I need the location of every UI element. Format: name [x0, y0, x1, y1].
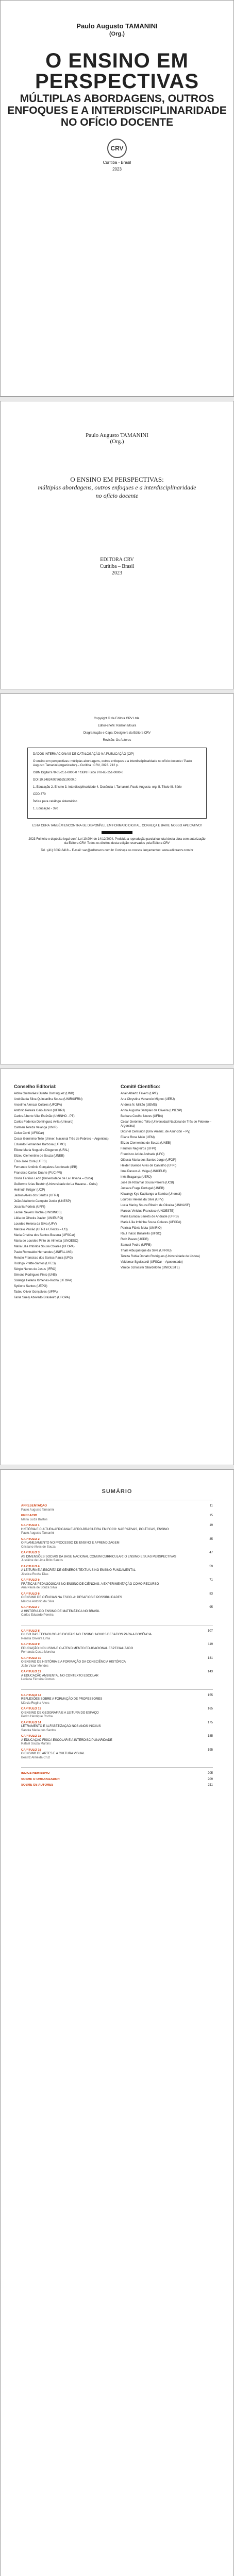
summary-item-page: 185	[207, 1735, 213, 1738]
catalog-page	[0, 693, 234, 1064]
summary-item-title: AS DIMENSÕES SOCIAIS DA BASE NACIONAL COMUM CURRICULAR: O ENSINO E SUAS PERSPECTIVAS	[21, 1555, 176, 1558]
summary-item[interactable]	[21, 1579, 213, 1590]
half-title-sub: múltiplas abordagens, outros enfoques e a interdisciplinaridade no ofício docente	[38, 484, 196, 499]
council-member: Francisco Ari de Andrade (UFC)	[121, 1153, 165, 1156]
summary-item-title: A HISTÓRIA DO ENSINO DE MATEMÁTICA NO BRASIL	[21, 1609, 100, 1613]
app-store-badges-icon	[102, 831, 132, 834]
council-member: Élsio José Corá (UFFS)	[14, 1160, 47, 1163]
summary-item-label: CAPÍTULO 11	[21, 1670, 41, 1673]
council-member: Fernando Antônio Gonçalves Alcoforado (IPB)	[14, 1166, 77, 1169]
summary-item[interactable]	[21, 1670, 213, 1682]
summary-item-label: CAPÍTULO 8	[21, 1629, 40, 1633]
summary-item-label: SOBRE O ORGANIZADOR	[21, 1777, 60, 1781]
summary-item-authors: Rafael Souza Martins	[21, 1742, 51, 1745]
keywords: 1. Educação 2. Ensino 3. Interdisciplinaridade 4. Docência I. Tamanini, Paulo Augusto. org. II. Título III. Série	[33, 786, 182, 789]
summary-title: SUMÁRIO	[102, 1488, 132, 1495]
index-item: 1. Educação - 370	[33, 807, 58, 810]
council-member: Paulo Romualdo Hernandes (UNIFAL-MG)	[14, 1251, 73, 1254]
council-member: Raul Inácio Busarello (UFSC)	[121, 1232, 161, 1235]
publisher-logo-icon: CRV	[107, 139, 127, 158]
half-publisher: EDITORA CRV	[100, 557, 134, 563]
revision: Revisão: Os Autores	[103, 739, 131, 742]
summary-item-title: EDUCAÇÃO INCLUSIVA E O ATENDIMENTO EDUCACIONAL ESPECIALIZADO	[21, 1647, 133, 1650]
half-title	[37, 476, 197, 500]
council-member: Lourdes Helena da Silva (UFV)	[121, 1198, 164, 1201]
summary-item[interactable]	[21, 1784, 213, 1788]
council-member: Gloria Fariñas León (Universidade de La Havana – Cuba)	[14, 1177, 93, 1180]
rights: 2023 Foi feito o depósito legal conf. Lei 10.994 de 14/12/2004. Proibida a reprodução parcial ou total desta obra sem autorização da Editora CRV. Todos os direitos desta edição reservados pela Editora CRV	[28, 838, 206, 845]
council-member: Inês Bragança (UERJ)	[121, 1176, 152, 1179]
summary-item-authors: Beatriz Almeida Cruz	[21, 1756, 51, 1759]
council-member: Francisco Carlos Duarte (PUC-PR)	[14, 1172, 62, 1175]
council-member: Anna Augusta Sampaio de Oliveira (UNESP)	[121, 1109, 182, 1112]
half-title-main: O ENSINO EM PERSPECTIVAS:	[70, 476, 164, 483]
cover-publisher: Curitiba - Brasil	[103, 160, 131, 165]
cover-year: 2023	[112, 167, 122, 172]
summary-item[interactable]	[21, 1643, 213, 1655]
summary-item-page: 175	[207, 1721, 213, 1724]
summary-item-page: 11	[209, 1504, 213, 1507]
council-member: Elizeu Clementino de Souza (UNEB)	[14, 1155, 64, 1158]
summary-item-page: 71	[209, 1579, 213, 1582]
council-member: Elione Maria Nogueira Diogenes (UFAL)	[14, 1149, 70, 1152]
half-org: (Org.)	[110, 438, 124, 445]
council-member: Marcelo Paixão (UFRJ e UTexas – US)	[14, 1228, 68, 1231]
council-member: Barbara Coelho Neves (UFBA)	[121, 1115, 163, 1118]
council-member: Helmuth Krüger (UCP)	[14, 1189, 45, 1192]
council-member: Anselmo Alencar Colares (UFOPA)	[14, 1104, 62, 1107]
cover-org: (Org.)	[109, 31, 125, 37]
summary-item-title: LETRAMENTO E ALFABETIZAÇÃO NOS ANOS INICIAIS	[21, 1725, 101, 1728]
ficha-title: DADOS INTERNACIONAIS DE CATALOGAÇÃO NA PUBLICAÇÃO (CIP)	[33, 753, 135, 756]
council-member: Patrícia Flávia Mota (UNIRIO)	[121, 1227, 162, 1230]
summary-item-authors: João Victor Mendes	[21, 1664, 48, 1668]
summary-item-title: O ENSINO DE GEOGRAFIA E A LEITURA DO ESPAÇO	[21, 1711, 99, 1715]
council-member: Andréia da Silva Quintanilha Sousa (UNIR/UFRN)	[14, 1098, 83, 1101]
council-member: João Adalberto Campato Junior (UNESP)	[14, 1200, 71, 1203]
summary-item-page: 47	[209, 1551, 213, 1554]
summary-item[interactable]	[21, 1707, 213, 1719]
council-member: Maria Cristina dos Santos Bezerra (UFSCar)	[14, 1234, 75, 1237]
council-member: Leonel Severo Rocha (UNISINOS)	[14, 1211, 62, 1214]
summary-item-label: CAPÍTULO 13	[21, 1707, 42, 1710]
council-member: Andréia N. Militão (UEMS)	[121, 1104, 157, 1107]
council-member: Tereza Rubia Donato Rodrigues (Universidade de Lisboa)	[121, 1255, 200, 1258]
summary-item[interactable]	[21, 1778, 213, 1782]
summary-item[interactable]	[21, 1735, 213, 1747]
summary-item-label: ÍNDICE REMISSIVO	[21, 1772, 50, 1775]
council-member: Solange Helena Ximenes-Rocha (UFOPA)	[14, 1279, 72, 1282]
summary-item-authors: Marcos Antonio da Silva	[21, 1600, 55, 1603]
half-publisher-block	[1, 556, 233, 577]
council-member: Carlos Federico Dominguez Avila (Unieuro)	[14, 1121, 74, 1124]
council-member: Diosnel Centurion (Univ Americ. de Asunción – Py)	[121, 1130, 191, 1133]
council-member: Vanice Schossler Sbardelotto (UNIOESTE)	[121, 1266, 180, 1269]
summary-item-title: HISTÓRIA E CULTURA AFRICANA E AFRO-BRASILEIRA EM FOCO: NARRATIVAS, POLÍTICAS, ENSINO	[21, 1528, 169, 1531]
council-member: Marcos Vinicius Francisco (UNOESTE)	[121, 1210, 175, 1213]
summary-item-authors: Sandra Maria dos Santos	[21, 1728, 56, 1732]
council-member: Ilma Passos A. Veiga (UNICEUB)	[121, 1170, 167, 1173]
summary-section	[21, 1689, 213, 1760]
summary-item-page: 119	[208, 1643, 213, 1646]
council-right-list	[121, 1092, 220, 1270]
council-member: José de Ribamar Sousa Pereira (UCB)	[121, 1181, 174, 1184]
council-member: Rodrigo Pratte-Santos (UFES)	[14, 1262, 56, 1265]
summary-groups	[21, 1500, 213, 1788]
summary-item[interactable]	[21, 1630, 213, 1641]
index-title: Índice para catálogo sistemático	[33, 800, 77, 803]
cover-page	[0, 0, 234, 397]
half-author: Paulo Augusto TAMANINI	[86, 432, 148, 438]
summary-item-authors: Ana Paula de Souza Silva	[21, 1586, 57, 1589]
summary-item-label: PREFÁCIO	[21, 1514, 38, 1517]
half-city: Curitiba – Brasil	[99, 564, 135, 569]
summary-item[interactable]	[21, 1538, 213, 1550]
summary-item-title: A EDUCAÇÃO FÍSICA ESCOLAR E A INTERDISCIPLINARIDADE	[21, 1738, 112, 1742]
isbn: ISBN Digital 978-65-251-0000-0 / ISBN Físico 978-65-251-0000-0	[33, 771, 124, 774]
council-member: Simone Rodrigues Pinto (UNB)	[14, 1274, 57, 1277]
summary-item-page: 195	[207, 1748, 213, 1752]
council-member: Tania Suely Azevedo Brasileiro (UFOPA)	[14, 1296, 70, 1299]
council-member: Ana Chrystina Venancio Mignot (UERJ)	[121, 1098, 175, 1101]
summary-item-page: 209	[207, 1777, 213, 1781]
summary-item-label: CAPÍTULO 4	[21, 1565, 40, 1568]
summary-item-title: O PLANEJAMENTO NO PROCESSO DE ENSINO E APRENDIZAGEM	[21, 1541, 120, 1545]
summary-item-page: 19	[209, 1524, 213, 1527]
council-member: Valdemar Sguissardi (UFSCar – Aposentado)	[121, 1261, 183, 1264]
summary-item[interactable]	[21, 1749, 213, 1760]
council-member: Cesar Gerónimo Tello (Universidad Nacional de Três de Febrero – Argentina)	[121, 1121, 211, 1128]
summary-item-title: PRÁTICAS PEDAGÓGICAS NO ENSINO DE CIÊNCIAS: A EXPERIMENTAÇÃO COMO RECURSO	[21, 1582, 159, 1586]
council-member: Gláucia Maria dos Santos Jorge (UFOP)	[121, 1159, 176, 1162]
council-member: Jailson Alves dos Santos (UFRJ)	[14, 1194, 59, 1197]
summary-item[interactable]	[21, 1657, 213, 1669]
council-member: Kilwangy Kya Kapitango-a-Samba (Unemat)	[121, 1193, 181, 1196]
council-member: Tadeu Oliver Gonçalves (UFPA)	[14, 1291, 58, 1294]
summary-page	[0, 1469, 234, 2576]
cover-subtitle: MÚLTIPLAS ABORDAGENS, OUTROS ENFOQUES E A INTERDISCIPLINARIDADE NO OFÍCIO DOCENTE	[7, 93, 227, 128]
summary-item[interactable]	[21, 1565, 213, 1577]
summary-item-authors: Paulo Augusto Tamanini	[21, 1532, 55, 1535]
summary-section	[21, 1500, 213, 1618]
council-member: Josania Portela (UFPI)	[14, 1206, 45, 1209]
summary-item-page: 35	[209, 1537, 213, 1541]
summary-item[interactable]	[21, 1551, 213, 1563]
council-member: Jussara Fraga Portugal (UNEB)	[121, 1187, 164, 1190]
summary-item-label: CAPÍTULO 15	[21, 1735, 42, 1738]
summary-item-page: 211	[208, 1784, 213, 1787]
council-member: Celso Conti (UFSCar)	[14, 1132, 44, 1135]
summary-item-title: O ENSINO DE CIÊNCIAS NA ESCOLA: DESAFIOS E POSSIBILIDADES	[21, 1596, 122, 1599]
summary-item-label: CAPÍTULO 7	[21, 1606, 40, 1609]
summary-item-page: 165	[207, 1707, 213, 1710]
council-member: Maria de Lourdes Pinto de Almeida (UNOESC)	[14, 1240, 78, 1243]
editor: Editor-chefe: Railson Moura	[97, 724, 137, 727]
law-note: ESTA OBRA TAMBÉM ENCONTRA-SE DISPONÍVEL EM FORMATO DIGITAL. CONHEÇA E BAIXE NOSSO APLICATIVO!	[32, 824, 202, 827]
council-member: Eliane Rose Maio (UEM)	[121, 1136, 155, 1139]
summary-section	[21, 1767, 213, 1788]
summary-item-label: CAPÍTULO 1	[21, 1524, 40, 1527]
council-member: Cesar Gerónimo Tello (Univer. Nacional Três de Febrero – Argentina)	[14, 1138, 109, 1141]
half-year: 2023	[112, 570, 122, 576]
summary-item[interactable]	[21, 1504, 213, 1512]
council-right-title: Comitê Científico:	[121, 1084, 161, 1089]
summary-item[interactable]	[21, 1592, 213, 1604]
summary-item-authors: Márcia Regina Alves	[21, 1701, 49, 1705]
summary-section	[21, 1625, 213, 1682]
summary-item-title: A LEITURA E A ESCRITA DE GÊNEROS TEXTUAIS NO ENSINO FUNDAMENTAL	[21, 1569, 136, 1572]
catalog-text: O ensino em perspectivas: múltiplas abordagens, outros enfoques e a interdisciplinaridade no ofício docente / Paulo Augusto Tamanini (organizador) – Curitiba : CRV, 2023. 212 p.	[33, 760, 192, 767]
contact: Tel.: (41) 3039-6418 – E-mail: sac@editoracrv.com.br Conheça os nossos lançamentos: www.editoracrv.com.br	[41, 849, 193, 852]
summary-item-label: CAPÍTULO 10	[21, 1656, 42, 1660]
summary-item-page: 131	[207, 1656, 213, 1660]
catalog-box	[27, 748, 207, 819]
council-member: Lídia de Oliveira Xavier (UNIEURO)	[14, 1217, 63, 1220]
summary-item-authors: Renata Oliveira Lima	[21, 1637, 51, 1640]
summary-item-label: SOBRE OS AUTORES	[21, 1784, 54, 1787]
summary-item[interactable]	[21, 1721, 213, 1733]
council-left-title: Conselho Editorial:	[14, 1084, 57, 1089]
council-member: Maria Eurácia Barreto de Andrade (UFRB)	[121, 1215, 179, 1218]
council-member: Sydione Santos (UEPG)	[14, 1285, 47, 1288]
half-title-page	[0, 401, 234, 689]
council-member: Altair Alberto Fávero (UPF)	[121, 1092, 158, 1095]
copyright: Copyright © da Editora CRV Ltda.	[93, 717, 141, 720]
diagram: Diagramação e Capa: Designers da Editora CRV	[83, 732, 151, 735]
summary-item-label: CAPÍTULO 12	[21, 1693, 42, 1697]
summary-item-authors: Maria Luiza Bastos	[21, 1518, 48, 1521]
summary-item[interactable]	[21, 1514, 213, 1522]
cover-author: Paulo Augusto TAMANINI	[76, 22, 158, 30]
summary-item-page: 95	[209, 1606, 213, 1609]
council-left-list	[14, 1092, 113, 1300]
cover-title: O ENSINO EM PERSPECTIVAS	[35, 49, 199, 93]
council-member: Helder Buenos Aires de Carvalho (UFPI)	[121, 1164, 177, 1167]
summary-item-authors: Cristiano Alves de Souza	[21, 1545, 56, 1549]
summary-item-title: O ENSINO DE HISTÓRIA E A FORMAÇÃO DA CONSCIÊNCIA HISTÓRICA	[21, 1660, 126, 1664]
summary-item-page: 15	[209, 1514, 213, 1517]
council-member: Carlos Alberto Vilar Estêvão (UMINHO - PT)	[14, 1115, 75, 1118]
summary-item-label: CAPÍTULO 3	[21, 1551, 40, 1554]
summary-item-page: 59	[209, 1565, 213, 1568]
council-member: Ruth Pavan (UCDB)	[121, 1238, 149, 1241]
council-member: Maria Lília Imbiriba Sousa Colares (UFOPA)	[14, 1245, 75, 1248]
summary-item-title: A EDUCAÇÃO AMBIENTAL NO CONTEXTO ESCOLAR	[21, 1674, 98, 1677]
doi: DOI 10.24824/978652510000.0	[33, 778, 77, 782]
summary-item-title: REFLEXÕES SOBRE A FORMAÇÃO DE PROFESSORES	[21, 1698, 103, 1701]
summary-item-page: 107	[207, 1629, 213, 1633]
summary-item[interactable]	[21, 1524, 213, 1536]
summary-item[interactable]	[21, 1694, 213, 1706]
council-member: Lucia Marisy Souza Ribeiro de Oliveira (UNIVASF)	[121, 1204, 190, 1207]
council-member: Fauston Negreiros (UFPI)	[121, 1147, 156, 1150]
summary-item-authors: Jéssica Rocha Dias	[21, 1572, 48, 1576]
council-member: Samuel Pedro (UFPB)	[121, 1244, 152, 1247]
summary-item-label: CAPÍTULO 14	[21, 1721, 42, 1724]
council-member: Thaís Albuquerque da Silva (UFRRJ)	[121, 1249, 172, 1252]
summary-item-page: 83	[209, 1592, 213, 1596]
council-member: Guillermo Arias Beatón (Universidade de La Havana – Cuba)	[14, 1183, 98, 1186]
council-member: Sérgio Nunes de Jesus (IFRO)	[14, 1268, 57, 1271]
summary-item-authors: Jussiêne de Lima Brito Santos	[21, 1559, 63, 1562]
summary-item-authors: Luciana Ferreira Gomes	[21, 1678, 55, 1681]
council-member: Eduardo Fernandes Barbosa (UFMG)	[14, 1143, 66, 1146]
council-left	[14, 1084, 113, 1449]
summary-item-authors: Pedro Henrique Rocha	[21, 1715, 53, 1718]
summary-item-label: CAPÍTULO 5	[21, 1579, 40, 1582]
council-member: Carmen Tereza Velanga (UNIR)	[14, 1126, 58, 1129]
summary-item-label: CAPÍTULO 9	[21, 1643, 40, 1646]
summary-item-label: CAPÍTULO 16	[21, 1748, 42, 1752]
summary-item-title: O USO DAS TECNOLOGIAS DIGITAIS NO ENSINO: NOVOS DESAFIOS PARA A DOCÊNCIA	[21, 1633, 152, 1636]
summary-item-label: CAPÍTULO 2	[21, 1537, 40, 1541]
summary-item-page: 205	[207, 1772, 213, 1775]
council-member: Elizeu Clementino de Souza (UNEB)	[121, 1142, 171, 1145]
summary-item-authors: Paulo Augusto Tamanini	[21, 1508, 55, 1512]
council-member: Antônio Pereira Gaio Júnior (UFRRJ)	[14, 1109, 65, 1112]
summary-item-page: 143	[207, 1670, 213, 1673]
council-member: Aldira Guimarães Duarte Domínguez (UNB)	[14, 1092, 74, 1095]
summary-item[interactable]	[21, 1772, 213, 1776]
summary-item-title: O ENSINO DE ARTES E A CULTURA VISUAL	[21, 1752, 85, 1755]
summary-item-authors: Fernanda Costa Moreira	[21, 1651, 55, 1654]
council-right	[121, 1084, 220, 1449]
summary-item-page: 155	[207, 1693, 213, 1697]
council-member: Maria Lília Imbiriba Sousa Colares (UFOPA)	[121, 1221, 181, 1224]
summary-item[interactable]	[21, 1606, 213, 1618]
summary-item-label: CAPÍTULO 6	[21, 1592, 40, 1596]
cdd: CDD 370	[33, 793, 46, 796]
council-member: Lourdes Helena da Silva (UFV)	[14, 1223, 57, 1226]
council-page	[0, 1069, 234, 1465]
summary-item-authors: Carlos Eduardo Pereira	[21, 1614, 54, 1617]
summary-item-label: APRESENTAÇÃO	[21, 1504, 47, 1507]
council-member: Renato Francisco dos Santos Paula (UFG)	[14, 1257, 73, 1260]
